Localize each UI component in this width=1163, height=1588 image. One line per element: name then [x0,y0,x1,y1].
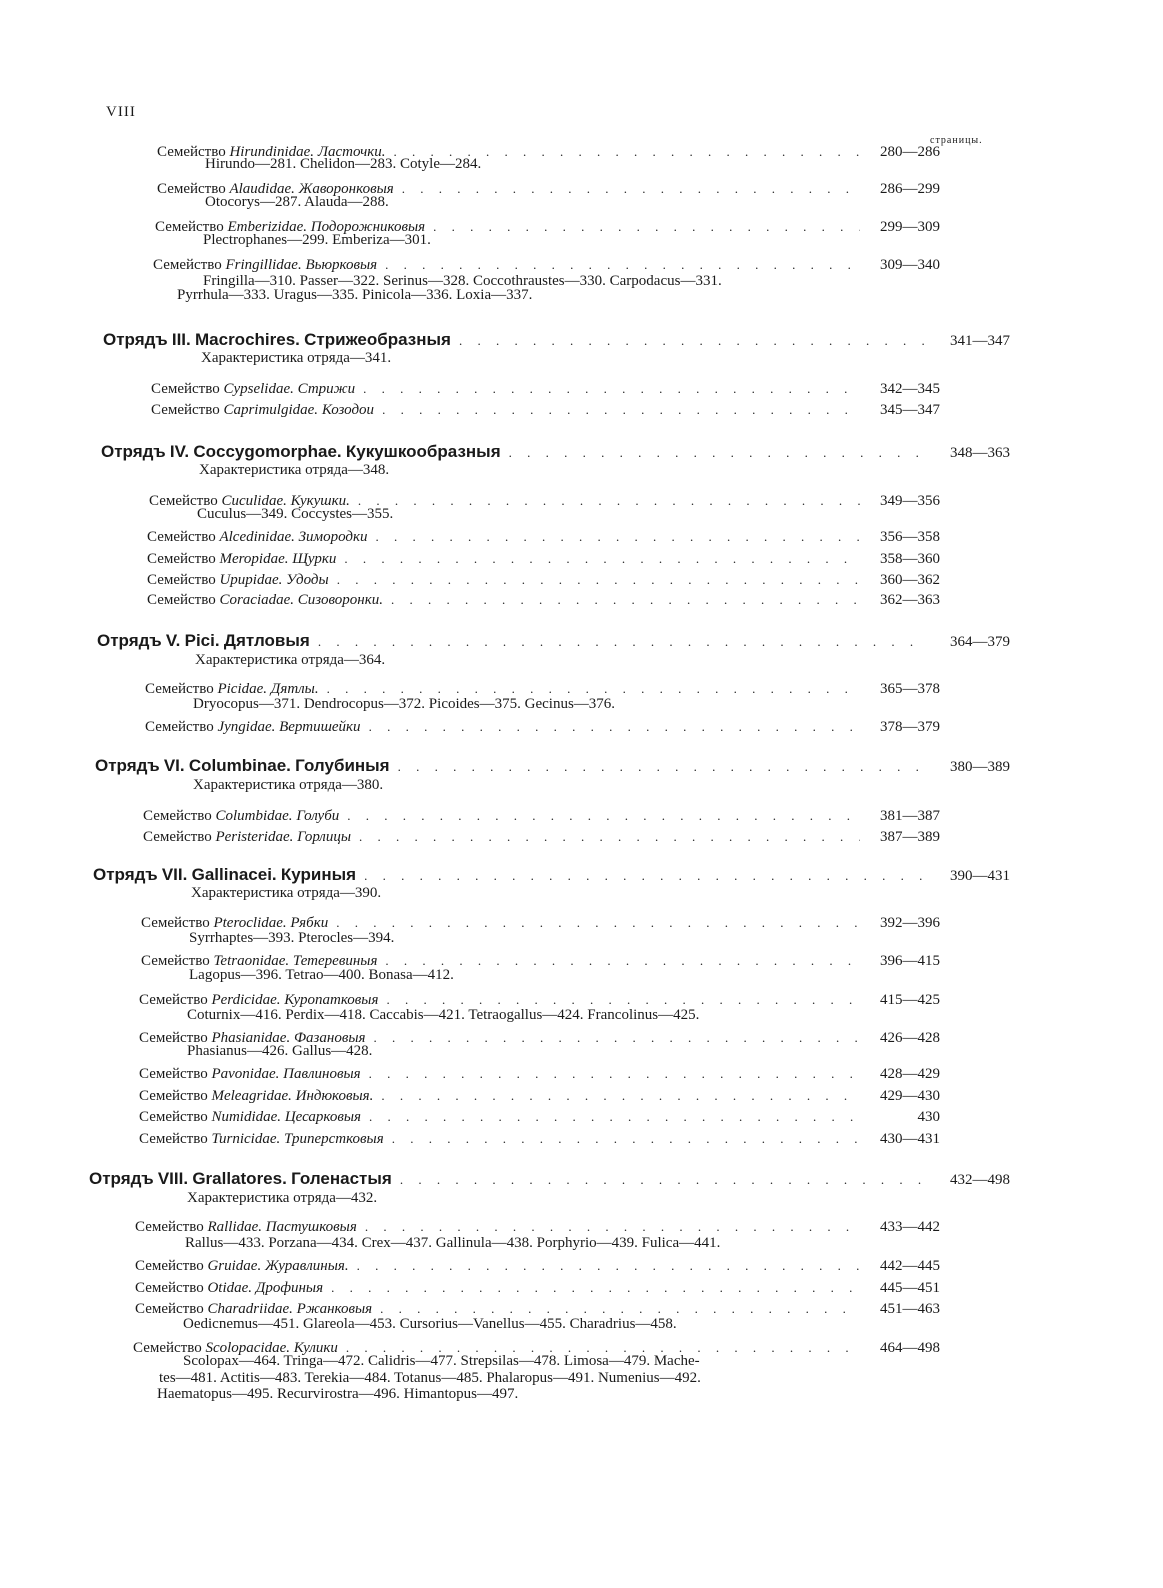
genus-list-line: Rallus—433. Porzana—434. Crex—437. Gallinula—438. Porphyrio—439. Fulica—441. [185,1235,721,1251]
family-title [139,1109,361,1126]
page-number: VIII [106,104,136,120]
family-russian-name: Дрофиныя [255,1280,324,1296]
family-title [153,257,377,274]
family-label: Семейство [139,992,208,1008]
order-title [95,756,390,776]
family-latin-name: Alaudidae. [229,181,295,197]
order-entry[interactable] [89,1169,1010,1189]
family-latin-name: Upupidae. [219,572,283,588]
order-latin-name: Macrochires. [195,330,300,349]
order-entry[interactable] [93,865,1010,885]
leader-dots [347,808,860,824]
family-entry[interactable] [143,829,940,846]
order-latin-name: Gallinacei. [191,865,277,884]
leader-dots [365,1219,860,1235]
order-number: III. [171,330,191,349]
order-word: Отрядъ [101,442,166,461]
family-latin-name: Gruidae. [207,1258,262,1274]
family-latin-name: Emberizidae. [227,219,308,235]
family-label: Семейство [139,1066,208,1082]
leader-dots [369,1109,860,1125]
family-latin-name: Perdicidae. [211,992,281,1008]
page-range: 364—379 [950,634,1010,650]
family-latin-name: Coraciadae. [219,592,295,608]
leader-dots [336,915,860,931]
leader-dots [380,1301,860,1317]
family-russian-name: Голуби [296,808,340,824]
page-range: 345—347 [880,402,940,418]
family-russian-name: Пастушковыя [265,1219,357,1235]
order-russian-name: Кукушкообразныя [345,442,501,461]
order-word: Отрядъ [103,330,168,349]
order-title [103,330,451,350]
order-russian-name: Куриныя [280,865,357,884]
family-russian-name: Рябки [290,915,329,931]
family-entry[interactable] [151,381,940,398]
page-range: 415—425 [880,992,940,1008]
genus-list-line: Coturnix—416. Perdix—418. Caccabis—421. Tetraogallus—424. Francolinus—425. [187,1007,700,1023]
page-range: 299—309 [880,219,940,235]
family-russian-name: Жаворонковыя [298,181,394,197]
family-label: Семейство [147,529,216,545]
family-label: Семейство [149,493,218,509]
order-characteristic: Характеристика отряда—390. [191,885,382,901]
leader-dots [357,1258,860,1274]
leader-dots [344,551,860,567]
family-russian-name: Журавлиныя. [264,1258,349,1274]
family-entry[interactable] [151,402,940,419]
order-russian-name: Голенастыя [291,1169,392,1188]
family-title [147,529,368,546]
family-entry[interactable] [143,808,940,825]
order-latin-name: Columbinae. [188,756,291,775]
page-range: 378—379 [880,719,940,735]
leader-dots [318,634,924,650]
family-russian-name: Павлиновыя [283,1066,361,1082]
family-label: Семейство [151,402,220,418]
order-latin-name: Coccygomorphae. [193,442,342,461]
family-latin-name: Scolopacidae. [205,1340,291,1356]
family-entry[interactable] [147,592,940,609]
leader-dots [369,1066,860,1082]
page-range: 445—451 [880,1280,940,1296]
family-russian-name: Цесарковыя [284,1109,361,1125]
page-range: 362—363 [880,592,940,608]
order-characteristic: Характеристика отряда—341. [201,350,392,366]
family-latin-name: Pavonidae. [211,1066,280,1082]
leader-dots [364,868,924,884]
leader-dots [398,759,924,775]
family-russian-name: Стрижи [297,381,356,397]
order-word: Отрядъ [97,631,162,650]
family-title [139,1066,361,1083]
order-entry[interactable] [97,631,1010,651]
family-russian-name: Щурки [292,551,337,567]
leader-dots [327,681,860,697]
leader-dots [459,333,924,349]
family-label: Семейство [139,1030,208,1046]
genus-list-line: Fringilla—310. Passer—322. Serinus—328. Coccothraustes—330. Carpodacus—331. [203,273,722,289]
leader-dots [358,493,860,509]
family-entry[interactable] [139,1088,940,1105]
leader-dots [509,445,924,461]
family-title [139,1088,373,1105]
family-label: Семейство [155,219,224,235]
page-range: 342—345 [880,381,940,397]
family-russian-name: Зимородки [298,529,368,545]
family-entry[interactable] [147,529,940,546]
page-range: 429—430 [880,1088,940,1104]
family-russian-name: Куропатковыя [284,992,379,1008]
leader-dots [331,1280,860,1296]
family-latin-name: Pteroclidae. [213,915,287,931]
page-range: 392—396 [880,915,940,931]
family-entry[interactable] [135,1258,940,1275]
order-number: VI. [163,756,185,775]
order-entry[interactable] [101,442,1010,462]
family-russian-name: Ласточки. [317,144,386,160]
order-word: Отрядъ [95,756,160,775]
pages-column-header: страницы. [930,135,983,146]
order-number: V. [165,631,181,650]
family-latin-name: Meleagridae. [211,1088,292,1104]
family-label: Семейство [133,1340,202,1356]
family-label: Семейство [139,1088,208,1104]
leader-dots [337,572,860,588]
family-label: Семейство [157,144,226,160]
family-entry[interactable] [145,719,940,736]
page-range: 426—428 [880,1030,940,1046]
order-number: IV. [169,442,190,461]
genus-list-line: Syrrhaptes—393. Pterocles—394. [189,930,395,946]
family-label: Семейство [141,915,210,931]
page-range: 356—358 [880,529,940,545]
family-latin-name: Hirundinidae. [229,144,315,160]
genus-list-line: Haematopus—495. Recurvirostra—496. Himantopus—497. [157,1386,519,1402]
family-title [143,829,351,846]
family-label: Семейство [135,1301,204,1317]
family-latin-name: Alcedinidae. [219,529,295,545]
page-range: 396—415 [880,953,940,969]
page-range: 432—498 [950,1172,1010,1188]
family-latin-name: Columbidae. [215,808,293,824]
leader-dots [359,829,860,845]
genus-list-line: Scolopax—464. Tringa—472. Calidris—477. Strepsilas—478. Limosa—479. Mache- [183,1353,700,1369]
family-latin-name: Charadriidae. [207,1301,293,1317]
genus-list-line: Oedicnemus—451. Glareola—453. Cursorius—Vanellus—455. Charadrius—458. [183,1316,677,1332]
order-russian-name: Стрижеобразныя [304,330,451,349]
order-russian-name: Дятловыя [223,631,310,650]
family-label: Семейство [147,572,216,588]
page-range: 341—347 [950,333,1010,349]
family-latin-name: Picidae. [217,681,268,697]
leader-dots [385,953,860,969]
family-title [147,572,329,589]
family-russian-name: Дятлы. [270,681,319,697]
family-title [147,592,383,609]
leader-dots [376,529,860,545]
family-title [139,1131,384,1148]
family-label: Семейство [145,681,214,697]
family-latin-name: Rallidae. [207,1219,263,1235]
leader-dots [433,219,860,235]
family-title [135,1258,349,1275]
family-latin-name: Fringillidae. [225,257,302,273]
family-label: Семейство [143,829,212,845]
genus-list-line: Plectrophanes—299. Emberiza—301. [203,232,431,248]
genus-list-line: Otocorys—287. Alauda—288. [205,194,389,210]
leader-dots [385,257,860,273]
page-range: 380—389 [950,759,1010,775]
page-range: 464—498 [880,1340,940,1356]
family-russian-name: Козодои [321,402,375,418]
page-range: 358—360 [880,551,940,567]
order-title [97,631,310,651]
family-latin-name: Caprimulgidae. [223,402,319,418]
family-label: Семейство [139,1109,208,1125]
family-latin-name: Phasianidae. [211,1030,291,1046]
leader-dots [381,1088,860,1104]
order-characteristic: Характеристика отряда—380. [193,777,384,793]
page-range: 430 [917,1109,940,1125]
family-entry[interactable] [135,1219,940,1236]
order-word: Отрядъ [93,865,158,884]
family-label: Семейство [135,1219,204,1235]
family-russian-name: Подорожниковыя [310,219,426,235]
order-number: VIII. [157,1169,189,1188]
page-range: 381—387 [880,808,940,824]
family-latin-name: Peristeridae. [215,829,294,845]
family-label: Семейство [141,953,210,969]
family-russian-name: Удоды [286,572,329,588]
order-latin-name: Pici. [184,631,220,650]
family-title [151,381,355,398]
page-range: 280—286 [880,144,940,160]
genus-list-line: Phasianus—426. Gallus—428. [187,1043,373,1059]
page-range: 349—356 [880,493,940,509]
family-russian-name: Кулики [293,1340,338,1356]
family-latin-name: Tetraonidae. [213,953,290,969]
family-label: Семейство [157,181,226,197]
family-entry[interactable] [139,1131,940,1148]
leader-dots [386,992,860,1008]
page-range: 309—340 [880,257,940,273]
leader-dots [369,719,860,735]
page-range: 286—299 [880,181,940,197]
order-characteristic: Характеристика отряда—364. [195,652,386,668]
order-title [93,865,356,885]
order-characteristic: Характеристика отряда—348. [199,462,390,478]
family-latin-name: Turnicidae. [211,1131,281,1147]
family-label: Семейство [139,1131,208,1147]
family-entry[interactable] [139,1109,940,1126]
family-russian-name: Триперстковыя [283,1131,384,1147]
family-label: Семейство [143,808,212,824]
family-russian-name: Вертишейки [279,719,361,735]
page-range: 442—445 [880,1258,940,1274]
order-number: VII. [161,865,188,884]
family-russian-name: Тетеревиныя [292,953,378,969]
page-range: 390—431 [950,868,1010,884]
page-range: 433—442 [880,1219,940,1235]
genus-list-line: Dryocopus—371. Dendrocopus—372. Picoides—375. Gecinus—376. [193,696,616,712]
family-entry[interactable] [147,551,940,568]
page-range: 365—378 [880,681,940,697]
genus-list-line: Cuculus—349. Coccystes—355. [197,506,394,522]
family-russian-name: Кукушки. [290,493,350,509]
family-label: Семейство [135,1258,204,1274]
page-range: 348—363 [950,445,1010,461]
family-title [143,808,339,825]
genus-list-line: Hirundo—281. Chelidon—283. Cotyle—284. [205,156,482,172]
family-label: Семейство [151,381,220,397]
family-russian-name: Вьюрковыя [305,257,378,273]
leader-dots [402,181,860,197]
family-entry[interactable] [139,1066,940,1083]
page-range: 430—431 [880,1131,940,1147]
order-russian-name: Голубиныя [295,756,390,775]
family-latin-name: Numididae. [211,1109,282,1125]
order-characteristic: Характеристика отряда—432. [187,1190,378,1206]
order-entry[interactable] [95,756,1010,776]
family-latin-name: Cypselidae. [223,381,294,397]
family-title [147,551,336,568]
genus-list-line: tes—481. Actitis—483. Terekia—484. Totanus—485. Phalaropus—491. Numenius—492. [159,1370,701,1386]
page-range: 451—463 [880,1301,940,1317]
family-russian-name: Горлицы [297,829,352,845]
order-title [101,442,501,462]
family-label: Семейство [135,1280,204,1296]
page-range: 360—362 [880,572,940,588]
family-label: Семейство [145,719,214,735]
family-entry[interactable] [135,1280,940,1297]
family-title [135,1280,323,1297]
order-word: Отрядъ [89,1169,154,1188]
family-label: Семейство [147,592,216,608]
order-title [89,1169,392,1189]
page-range: 387—389 [880,829,940,845]
leader-dots [391,592,860,608]
family-title [135,1219,357,1236]
family-title [151,402,374,419]
family-russian-name: Сизоворонки. [297,592,383,608]
family-latin-name: Cuculidae. [221,493,287,509]
family-russian-name: Фазановыя [293,1030,366,1046]
leader-dots [400,1172,924,1188]
family-russian-name: Ржанковыя [296,1301,373,1317]
leader-dots [382,402,860,418]
page-range: 428—429 [880,1066,940,1082]
leader-dots [373,1030,860,1046]
family-latin-name: Meropidae. [219,551,289,567]
family-title [145,719,361,736]
family-label: Семейство [153,257,222,273]
leader-dots [392,1131,860,1147]
genus-list-line: Lagopus—396. Tetrao—400. Bonasa—412. [189,967,454,983]
order-entry[interactable] [103,330,1010,350]
family-latin-name: Otidae. [207,1280,253,1296]
order-latin-name: Grallatores. [192,1169,287,1188]
family-label: Семейство [147,551,216,567]
leader-dots [363,381,860,397]
family-entry[interactable] [153,257,940,274]
family-latin-name: Jyngidae. [217,719,276,735]
genus-list-line: Pyrrhula—333. Uragus—335. Pinicola—336. Loxia—337. [177,287,533,303]
family-entry[interactable] [147,572,940,589]
family-russian-name: Индюковыя. [295,1088,374,1104]
